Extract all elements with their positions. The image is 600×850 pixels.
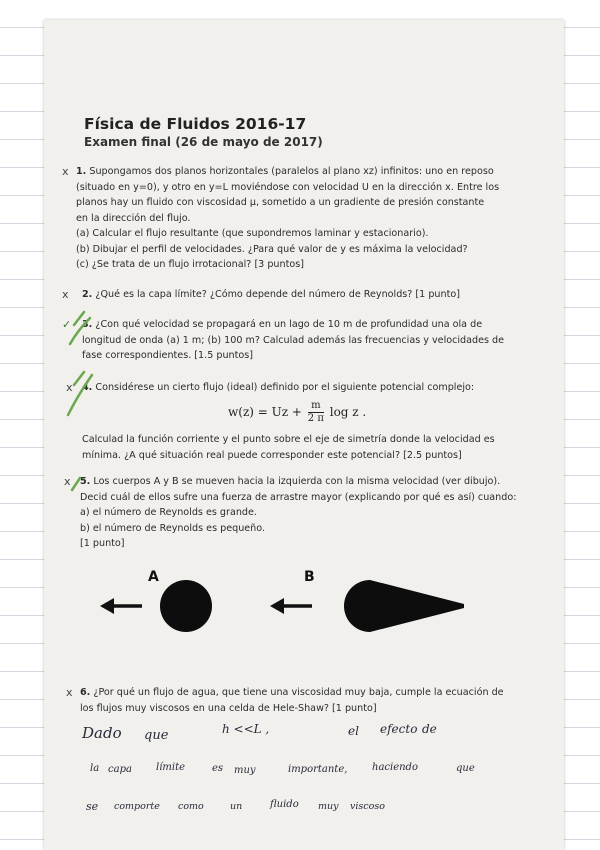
handwriting-word: como [178,801,204,812]
formula-fraction-numerator: m [311,400,321,411]
question-2-number: 2. [82,289,93,300]
mark-q3: ✓ [62,318,72,331]
handwriting-word: importante, [288,764,348,775]
question-3-line: ¿Con qué velocidad se propagará en un lago de 10 m de profundidad una ola de [95,319,483,330]
question-5-line: [1 punto] [80,538,125,549]
handwriting-word: que [144,728,169,743]
question-6-line: los flujos muy viscosos en una celda de Hele-Shaw? [1 punto] [80,702,377,714]
question-1-line: planos hay un fluido con viscosidad μ, sometido a un gradiente de presión constante [76,197,485,208]
question-5-line: b) el número de Reynolds es pequeño. [80,522,266,534]
question-3-number: 3. [82,319,93,330]
highlighter-marks [44,20,564,850]
handwriting-word: efecto [380,722,418,736]
handwriting-word: muy [318,801,339,812]
body-b-label: B [304,569,315,585]
handwriting-word: fluido [270,799,299,810]
question-3-line: longitud de onda (a) 1 m; (b) 100 m? Calculad además las frecuencias y velocidades de [82,334,505,346]
formula-fraction-denominator: 2 π [307,413,324,424]
handwriting-word: h <<L , [222,722,270,736]
handwriting-word: capa [108,764,132,775]
handwriting-word: haciendo [372,762,418,773]
question-5-line: Decid cuál de ellos sufre una fuerza de arrastre mayor (explicando por qué es así) cuando: [80,491,517,503]
handwriting-word: es [212,763,224,774]
mark-q6: x [66,686,73,699]
question-1-line: en la dirección del flujo. [76,212,191,224]
body-a-label: A [148,569,159,585]
mark-q1: x [62,165,69,178]
mark-q2: x [62,288,69,301]
formula-lhs: w(z) = Uz + [228,405,302,419]
question-5-line: a) el número de Reynolds es grande. [80,507,257,518]
handwriting-word: límite [156,762,186,773]
handwriting-word: la [90,763,100,774]
handwriting-word: comporte [114,801,160,812]
question-5-number: 5. [80,476,91,487]
question-1-number: 1. [76,166,87,177]
handwriting-word: de [422,722,437,736]
question-4-line: mínima. ¿A qué situación real puede corresponder este potencial? [2.5 puntos] [82,449,462,461]
question-1-line: (situado en y=0), y otro en y=L moviéndose con velocidad U en la dirección x. Entre los [76,181,500,193]
question-6-line: ¿Por qué un flujo de agua, que tiene una viscosidad muy baja, cumple la ecuación de [93,687,504,698]
question-1-line: (a) Calcular el flujo resultante (que supondremos laminar y estacionario). [76,228,429,239]
question-4-line: Calculad la función corriente y el punto sobre el eje de simetría donde la velocidad es [82,434,495,445]
question-4-number: 4. [82,382,93,393]
handwriting-word: se [86,800,99,813]
exam-title: Física de Fluidos 2016-17 [84,115,307,133]
exam-sheet [44,20,564,850]
handwriting-word: muy [234,765,256,776]
question-1-line: (b) Dibujar el perfil de velocidades. ¿Para qué valor de y es máxima la velocidad? [76,243,468,255]
handwriting-word: viscoso [350,801,385,812]
handwriting-word: que [456,763,475,774]
handwriting-word: el [348,724,359,738]
question-5-line: Los cuerpos A y B se mueven hacia la izquierda con la misma velocidad (ver dibujo). [93,476,501,487]
question-3-line: fase correspondientes. [1.5 puntos] [82,350,253,361]
mark-q4: x [66,381,73,394]
handwriting-word: un [230,801,243,812]
question-6-number: 6. [80,687,91,698]
formula-rhs: log z . [329,405,367,419]
handwriting-word: Dado [82,724,122,742]
exam-subtitle: Examen final (26 de mayo de 2017) [84,135,323,149]
question-1-line: (c) ¿Se trata de un flujo irrotacional? [3 puntos] [76,259,304,270]
question-4-line: Considérese un cierto flujo (ideal) definido por el siguiente potencial complejo: [95,382,475,393]
question-2-line: ¿Qué es la capa límite? ¿Cómo depende del número de Reynolds? [1 punto] [95,289,460,300]
mark-q5: x [64,475,71,488]
question-1-line: Supongamos dos planos horizontales (paralelos al plano xz) infinitos: uno en reposo [89,166,494,177]
